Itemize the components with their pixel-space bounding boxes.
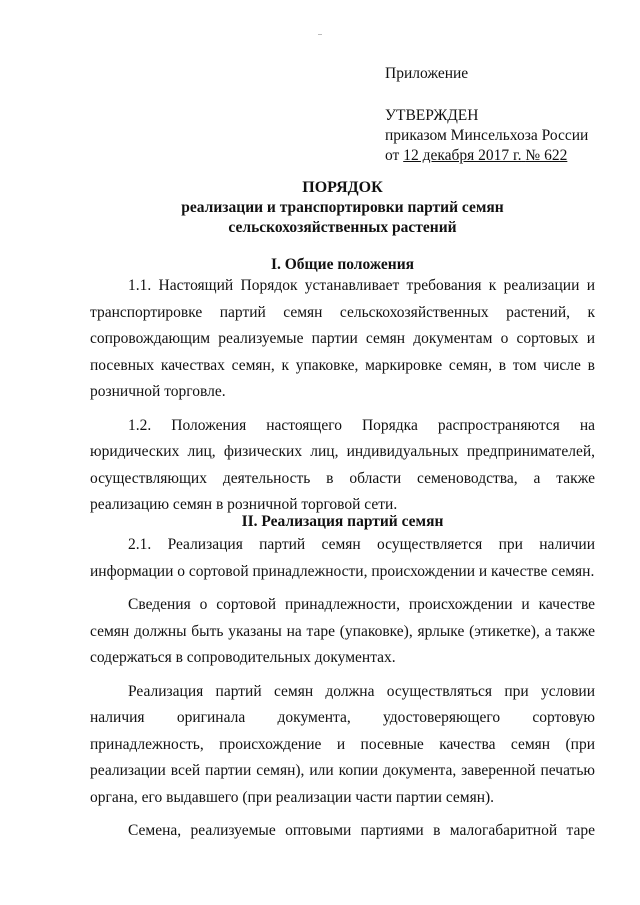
date-prefix: от	[385, 147, 400, 164]
title-line-3: сельскохозяйственных растений	[228, 219, 457, 236]
approved-label: УТВЕРЖДЕН	[385, 107, 479, 124]
order-line: приказом Минсельхоза России	[385, 127, 589, 144]
section-1-body	[90, 273, 595, 519]
title-line-1: ПОРЯДОК	[302, 179, 383, 196]
approval-block	[385, 64, 625, 166]
title-line-2: реализации и транспортировки партий семян	[181, 199, 504, 216]
order-date	[403, 147, 567, 164]
paragraph-2-1: 2.1. Реализация партий семян осуществляется при наличии информации о сортовой принадлежности, происхождении и качестве семян.	[90, 536, 595, 580]
paragraph-2-4: Семена, реализуемые оптовыми партиями в малогабаритной таре	[128, 822, 595, 839]
order-date-text: 12 декабря 2017 г.	[403, 147, 522, 164]
paragraph-1-2: 1.2. Положения настоящего Порядка распространяются на юридических лиц, физических лиц, индивидуальных предпринимателей, осуществляющих деятельность в области семеноводства, а также реализацию семян в розничной торговой сети.	[90, 416, 595, 513]
order-number: № 622	[525, 147, 568, 164]
section-1-heading: I. Общие положения	[270, 256, 415, 273]
paragraph-1-1: 1.1. Настоящий Порядок устанавливает требования к реализации и транспортировке партий семян сельскохозяйственных растений, к сопровождающим реализуемые партии семян документам о сортовых и посевных качествах семян, к упаковке, маркировке семян, в том числе в розничной торговле.	[90, 277, 595, 400]
annex-label: Приложение	[385, 65, 469, 82]
paragraph-2-3: Реализация партий семян должна осуществляться при условии наличия оригинала документа, удостоверяющего сортовую принадлежность, происхождение и посевные качества семян (при реализации всей партии семян), или копии документа, заверенной печатью органа, его выдавшего (при реализации части партии семян).	[90, 682, 595, 806]
section-2-heading: II. Реализация партий семян	[241, 513, 444, 530]
paragraph-2-2: Сведения о сортовой принадлежности, происхождении и качестве семян должны быть указаны на таре (упаковке), ярлыке (этикетке), а также содержаться в сопроводительных документах.	[90, 596, 595, 666]
scan-mark	[318, 34, 322, 35]
section-2-body	[90, 532, 595, 845]
date-line	[385, 146, 625, 166]
document-title	[90, 178, 595, 238]
